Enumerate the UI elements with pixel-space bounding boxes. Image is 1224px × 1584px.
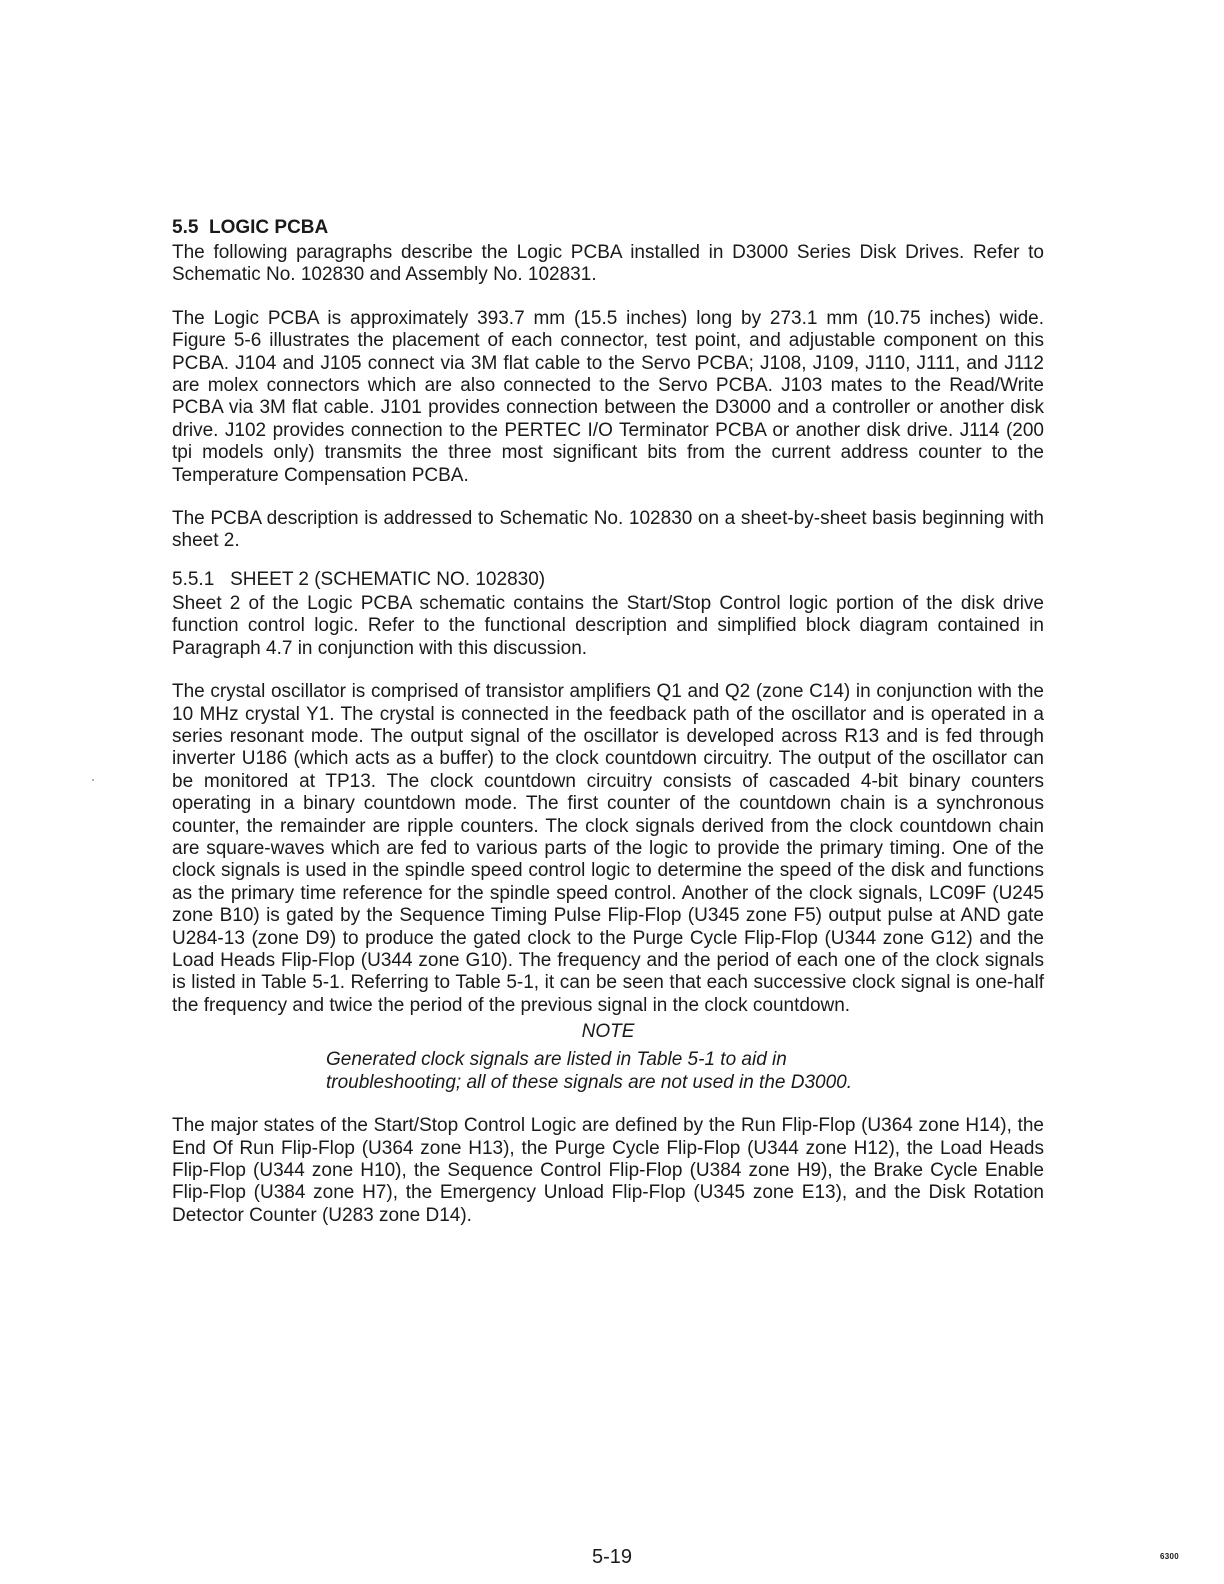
subsection-title: 5.5.1 SHEET 2 (SCHEMATIC NO. 102830) <box>172 568 546 590</box>
sheet2-paragraph: Sheet 2 of the Logic PCBA schematic contains the Start/Stop Control logic portion of the disk drive function control logic. Refer to the functional description and simplified block diagram contained in Paragraph 4.7 in conjunction with this discussion. <box>172 592 1044 659</box>
major-states-paragraph: The major states of the Start/Stop Control Logic are defined by the Run Flip-Flop (U364 zone H14), the End Of Run Flip-Flop (U364 zone H13), the Purge Cycle Flip-Flop (U344 zone H12), the Load Heads Flip-Flop (U344 zone H10), the Sequence Control Flip-Flop (U384 zone H9), the Brake Cycle Enable Flip-Flop (U384 zone H7), the Emergency Unload Flip-Flop (U345 zone E13), and the Disk Rotation Detector Counter (U283 zone D14). <box>172 1115 1044 1226</box>
section-title: 5.5 LOGIC PCBA <box>172 217 329 238</box>
intro-paragraph: The following paragraphs describe the Logic PCBA installed in D3000 Series Disk Drives. Refer to Schematic No. 102830 and Assembly No. 102831. <box>172 242 1044 286</box>
note-text: Generated clock signals are listed in Table 5-1 to aid in troubleshooting; all of these signals are not used in the D3000. <box>326 1049 853 1093</box>
crystal-oscillator-paragraph: The crystal oscillator is comprised of transistor amplifiers Q1 and Q2 (zone C14) in conjunction with the 10 MHz crystal Y1. The crystal is connected in the feedback path of the oscillator and is operated in a series resonant mode. The output signal of the oscillator is developed across R13 and is fed through inverter U186 (which acts as a buffer) to the clock countdown circuitry. The output of the oscillator can be monitored at TP13. The clock countdown circuitry consists of cascaded 4-bit binary counters operating in a binary countdown mode. The first counter of the countdown chain is a synchronous counter, the remainder are ripple counters. The clock signals derived from the clock countdown chain are square-waves which are fed to various parts of the logic to provide the primary timing. One of the clock signals is used in the spindle speed control logic to determine the speed of the disk and functions as the primary time reference for the spindle speed control. Another of the clock signals, LC09F (U245 zone B10) is gated by the Sequence Timing Pulse Flip-Flop (U345 zone F5) output pulse at AND gate U284-13 (zone D9) to produce the gated clock to the Purge Cycle Flip-Flop (U344 zone G12) and the Load Heads Flip-Flop (U344 zone G10). The frequency and the period of each one of the clock signals is listed in Table 5-1. Referring to Table 5-1, it can be seen that each successive clock signal is one-half the frequency and twice the period of the previous signal in the clock countdown. <box>172 681 1044 1016</box>
document-code: 6300 <box>1160 1552 1179 1561</box>
scan-speck <box>92 779 94 781</box>
document-page <box>172 216 1044 1227</box>
note-heading: NOTE <box>581 1021 635 1043</box>
pcba-dimensions-paragraph: The Logic PCBA is approximately 393.7 mm (15.5 inches) long by 273.1 mm (10.75 inches) wide. Figure 5-6 illustrates the placement of each connector, test point, and adjustable component on this PCBA. J104 and J105 connect via 3M flat cable to the Servo PCBA; J108, J109, J110, J111, and J112 are molex connectors which are also connected to the Servo PCBA. J103 mates to the Read/Write PCBA via 3M flat cable. J101 provides connection between the D3000 and a controller or another disk drive. J102 provides connection to the PERTEC I/O Terminator PCBA or another disk drive. J114 (200 tpi models only) transmits the three most significant bits from the current address counter to the Temperature Compensation PCBA. <box>172 307 1044 486</box>
pcba-description-paragraph: The PCBA description is addressed to Schematic No. 102830 on a sheet-by-sheet basis beginning with sheet 2. <box>172 508 1044 552</box>
page-number: 5-19 <box>591 1546 633 1568</box>
